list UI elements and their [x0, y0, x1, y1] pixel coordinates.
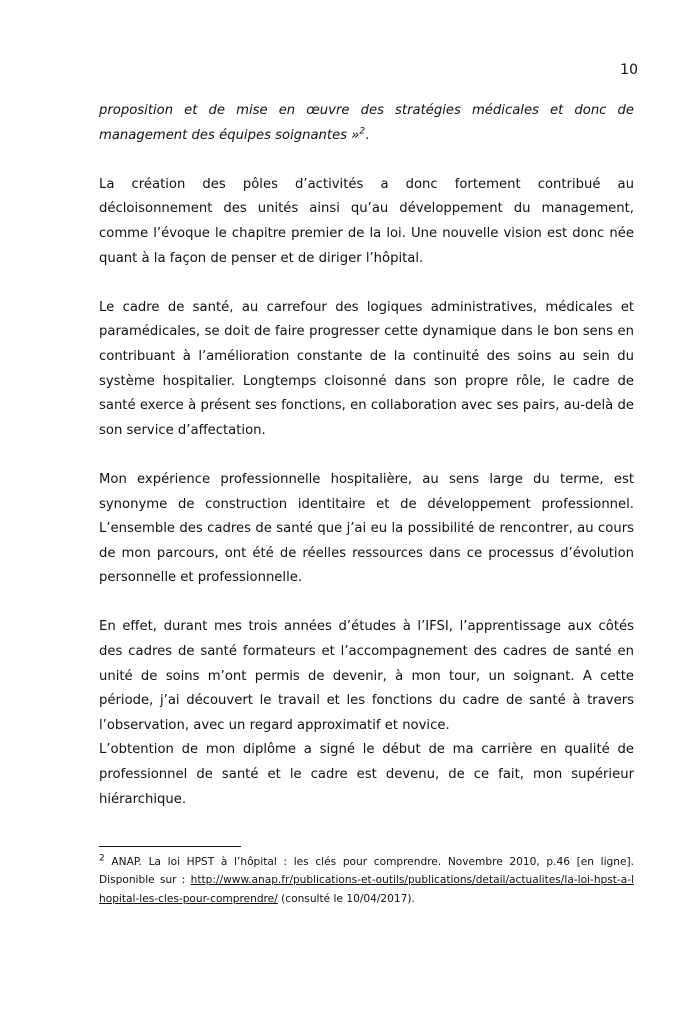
quote-end-punctuation: .: [365, 127, 370, 143]
paragraph-cadre-de-sante: Le cadre de santé, au carrefour des logiques administratives, médicales et paramédicales, se doit de faire progresser cette dynamique dans le bon sens en contribuant à l’amélioration constante de la continuité des soins au sein du système hospitalier. Longtemps cloisonné dans son propre rôle, le cadre de santé exerce à présent ses fonctions, en collaboration avec ses pairs, au-delà de son service d’affectation.: [99, 299, 634, 438]
footnote-text: ANAP. La loi HPST à l’hôpital : les clés pour comprendre. Novembre 2010, p.46 [en ligne]. Disponible sur :: [99, 856, 634, 887]
page-number: 10: [620, 62, 638, 78]
body-text: [99, 99, 634, 812]
paragraph-diplome: L’obtention de mon diplôme a signé le début de ma carrière en qualité de professionnel de santé et le cadre est devenu, de ce fait, mon supérieur hiérarchique.: [99, 742, 634, 807]
footnote-link[interactable]: http://www.anap.fr/publications-et-outils/publications/detail/actualites/la-loi-hpst-a-lhopital-les-cles-pour-comprendre/: [99, 874, 635, 905]
footnote-consulted: (consulté le 10/04/2017).: [281, 892, 415, 905]
paragraph-poles: La création des pôles d’activités a donc fortement contribué au décloisonnement des unités ainsi qu’au développement du management, comme l’évoque le chapitre premier de la loi. Une nouvelle vision est donc née quant à la façon de penser et de diriger l’hôpital.: [99, 176, 634, 266]
paragraph-ifsi: En effet, durant mes trois années d’études à l’IFSI, l’apprentissage aux côtés des cadres de santé formateurs et l’accompagnement des cadres de santé en unité de soins m’ont permis de devenir, à mon tour, un soignant. A cette période, j’ai découvert le travail et les fonctions du cadre de santé à travers l’observation, avec un regard approximatif et novice.: [99, 619, 634, 733]
footnote-marker: 2: [99, 853, 105, 864]
footnote-reference[interactable]: 2: [359, 126, 366, 137]
paragraph-experience: Mon expérience professionnelle hospitalière, au sens large du terme, est synonyme de construction identitaire et de développement professionnel. L’ensemble des cadres de santé que j’ai eu la possibilité de rencontrer, au cours de mon parcours, ont été de réelles ressources dans ce processus d’évolution personnelle et professionnelle.: [99, 471, 634, 586]
footnote: [99, 853, 634, 908]
footnote-separator: [99, 846, 241, 847]
quote-text: proposition et de mise en œuvre des stratégies médicales et donc de management des équipes soignantes »: [99, 103, 634, 143]
paragraph-quote-continuation: [99, 99, 634, 148]
